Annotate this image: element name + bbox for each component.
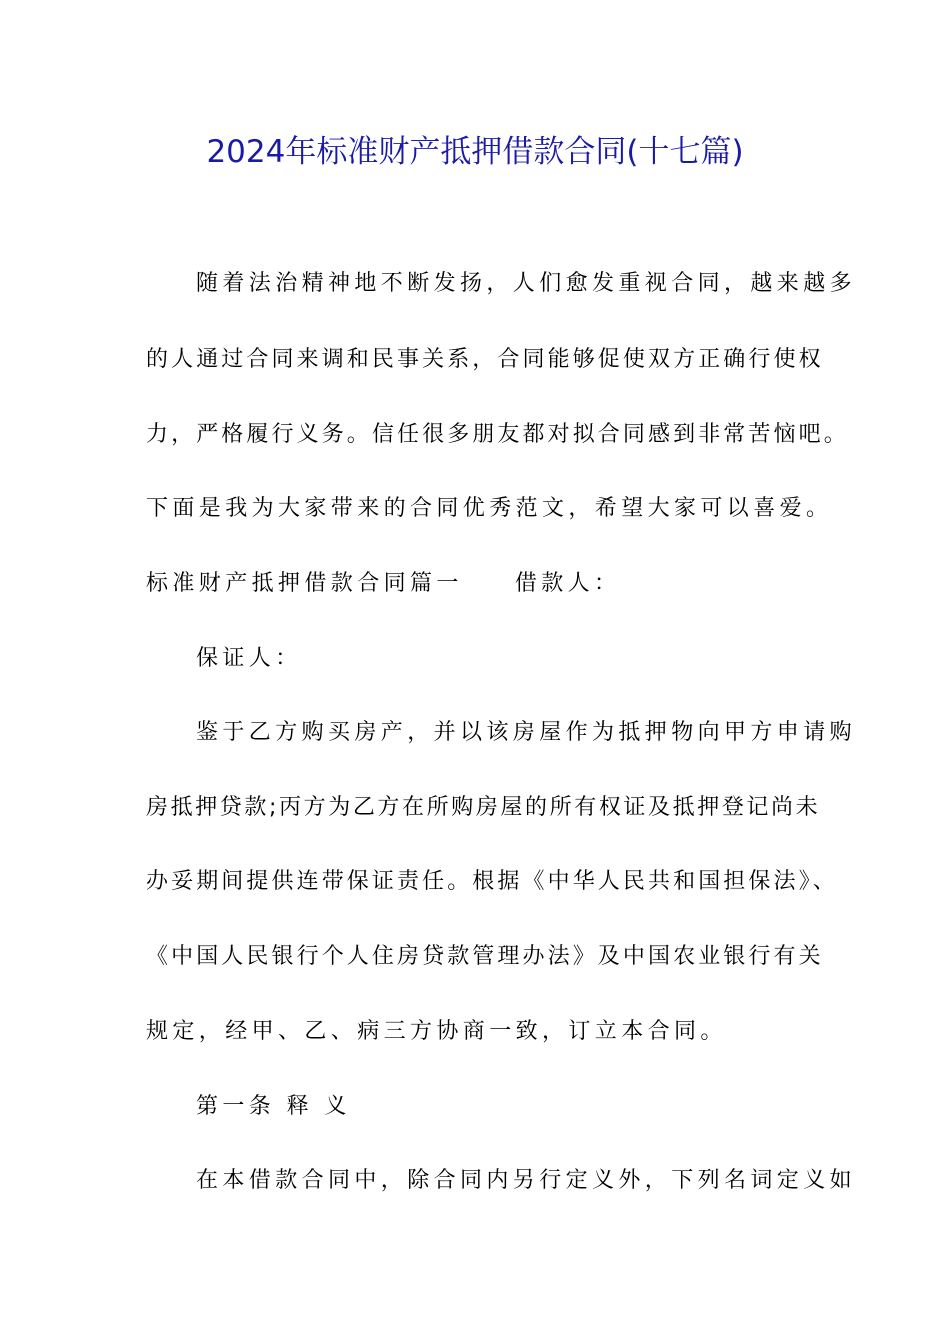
section-heading-line — [146, 569, 620, 599]
paragraph-line: 《中国人民银行个人住房贷款管理办法》及中国农业银行有关 — [146, 944, 824, 969]
paragraph-line: 下面是我为大家带来的合同优秀范文，希望大家可以喜爱。 — [146, 496, 833, 521]
paragraph-line: 房抵押贷款;丙方为乙方在所购房屋的所有权证及抵押登记尚未 — [146, 795, 821, 820]
borrower-label: 借款人： — [514, 571, 621, 596]
paragraph-line: 的人通过合同来调和民事关系，合同能够促使双方正确行使权 — [146, 347, 824, 372]
paragraph-line: 规定，经甲、乙、病三方协商一致，订立本合同。 — [146, 1019, 727, 1044]
paragraph-line: 在本借款合同中，除合同内另行定义外，下列名词定义如 — [196, 1168, 857, 1193]
guarantor-label: 保证人： — [196, 646, 302, 671]
paragraph-line: 鉴于乙方购买房产，并以该房屋作为抵押物向甲方申请购 — [196, 720, 857, 745]
document-title: 2024年标准财产抵押借款合同(十七篇) — [206, 134, 744, 170]
paragraph-line: 办妥期间提供连带保证责任。根据《中华人民共和国担保法》、 — [146, 869, 838, 894]
paragraph-line: 力，严格履行义务。信任很多朋友都对拟合同感到非常苦恼吧。 — [146, 422, 849, 447]
paragraph-line: 随着法治精神地不断发扬，人们愈发重视合同，越来越多 — [196, 271, 857, 296]
section-heading: 标准财产抵押借款合同篇一 — [146, 571, 463, 596]
article-heading: 第一条 释 义 — [196, 1094, 351, 1119]
